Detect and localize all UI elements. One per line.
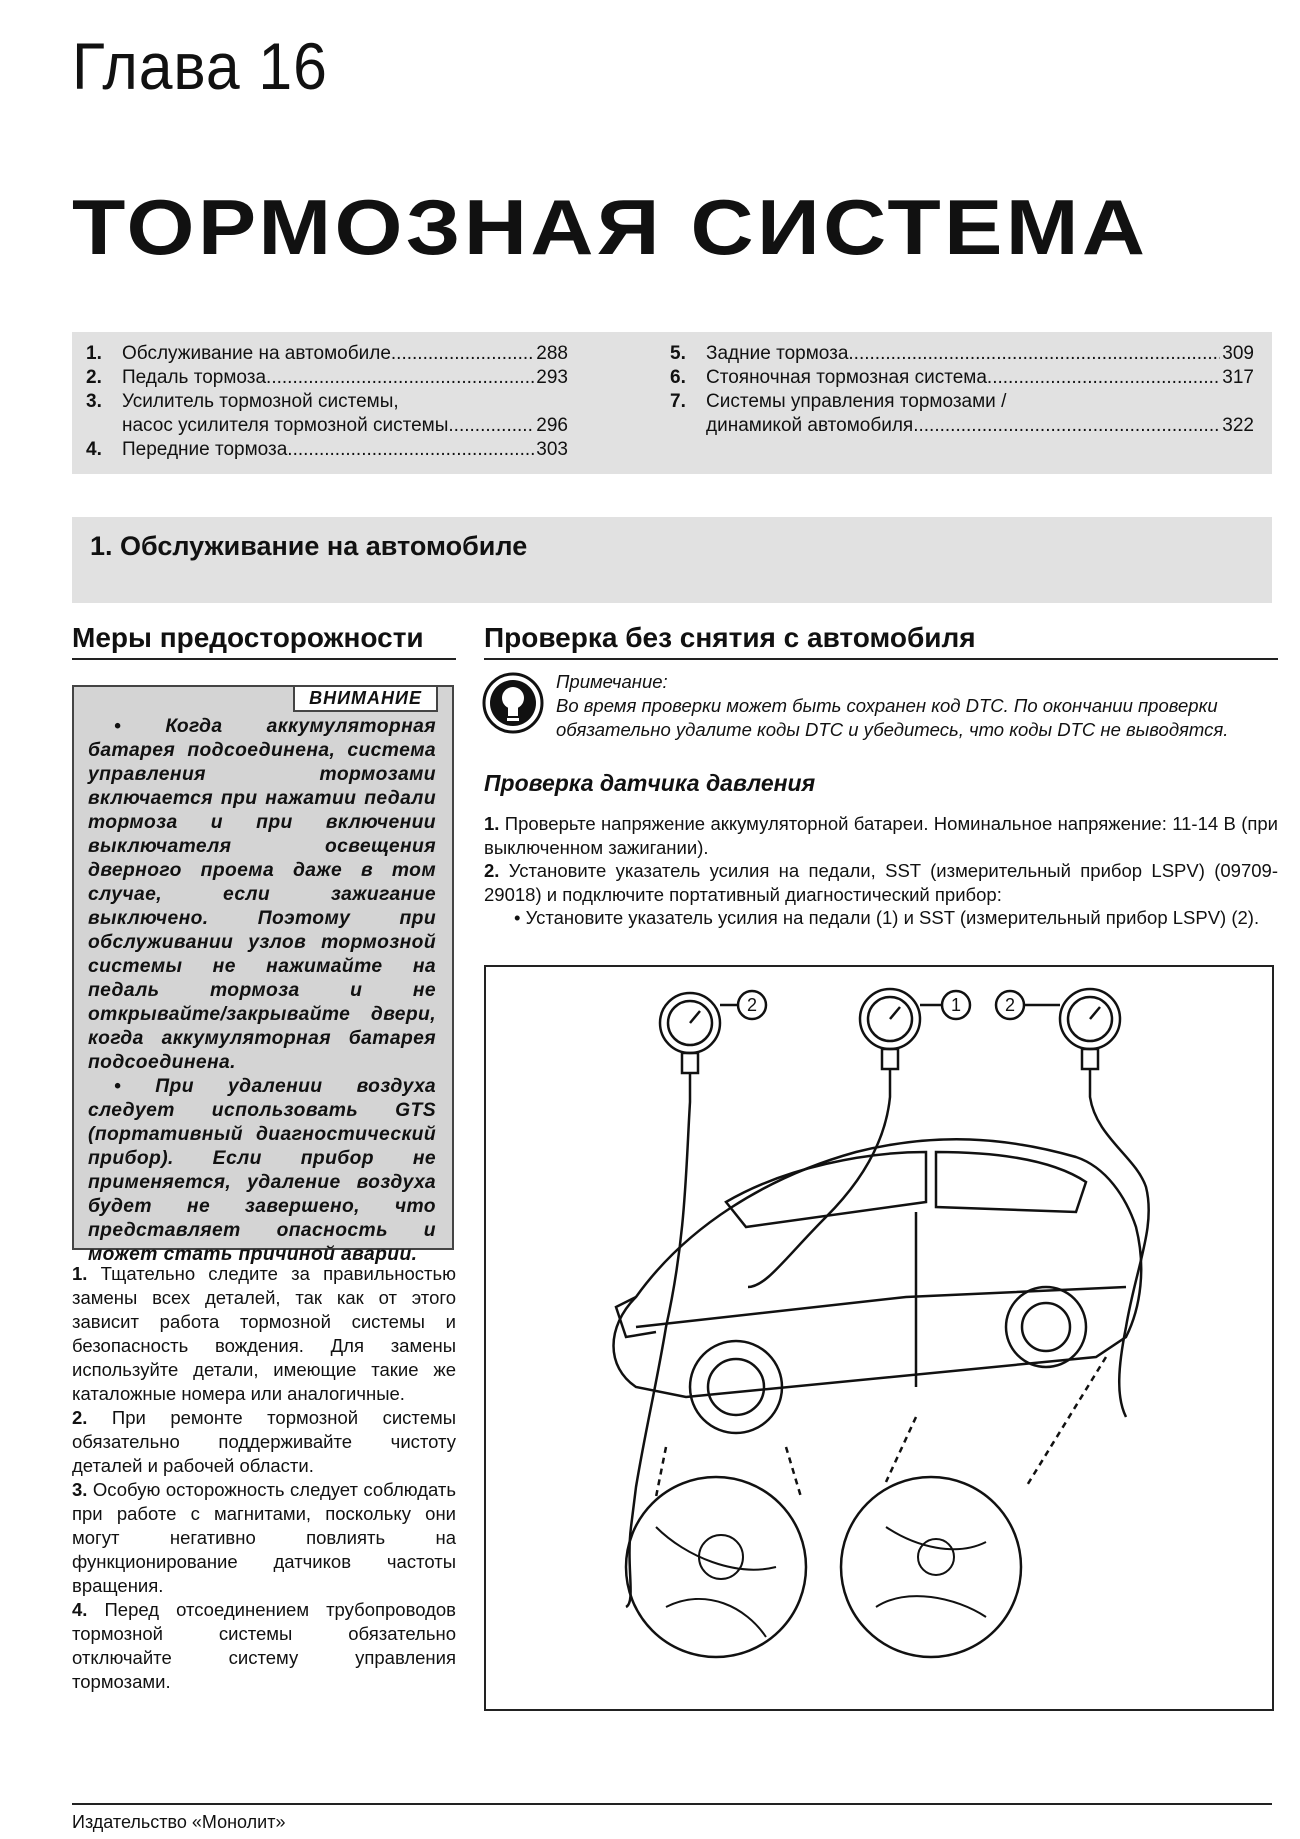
note-bulb-icon <box>482 672 544 734</box>
warning-text <box>88 715 436 1267</box>
warning-box <box>72 685 454 1265</box>
toc-entry-number: 2. <box>86 367 102 388</box>
warning-paragraph: • Когда аккумуляторная батарея подсоединена, система управления тормозами включается при нажатии педали тормоза и при включении выключателя освещения дверного проема даже в том случае, если зажигание выключено. Поэтому при обслуживании узлов тормозной системы не нажимайте на педаль тормоза и не открывайте/закрывайте двери, когда аккумуляторная батарея подсоединена. <box>88 716 436 1073</box>
toc-entry-page: 293 <box>536 367 568 388</box>
toc-entry-page: 322 <box>1222 415 1254 436</box>
toc-entry-page: 317 <box>1222 367 1254 388</box>
subheading: Проверка датчика давления <box>484 770 816 796</box>
toc-entry-label: Задние тормоза <box>706 343 849 364</box>
left-heading: Меры предосторожности <box>72 622 456 660</box>
toc-column-left <box>86 342 568 462</box>
figure-label: 1 <box>950 995 962 1015</box>
toc-entry-number: 4. <box>86 439 102 460</box>
note-block <box>556 670 1278 742</box>
toc-entry-number: 6. <box>670 367 686 388</box>
precautions-list <box>72 1262 456 1694</box>
toc-entry-label: Передние тормоза <box>122 439 288 460</box>
warning-paragraph: • При удалении воздуха следует использовать GTS (портативный диагностический прибор). Если прибор не применяется, удаление воздуха будет не завершено, что представляет опасность и может стать причиной аварии. <box>88 1076 436 1265</box>
note-line: обязательно удалите коды DTC и убедитесь, что коды DTC не выводятся. <box>556 719 1229 740</box>
toc-entry <box>86 390 568 414</box>
toc-entry-label: Стояночная тормозная система <box>706 367 987 388</box>
section-header <box>72 517 1272 603</box>
toc-entry-label: динамикой автомобиля <box>706 415 914 436</box>
toc-entry-page: 288 <box>536 343 568 364</box>
table-of-contents <box>72 332 1272 474</box>
car-illustration <box>486 967 1274 1711</box>
note-line: Во время проверки может быть сохранен код DTC. По окончании проверки <box>556 695 1218 716</box>
figure-label: 2 <box>1004 995 1016 1015</box>
chapter-label: Глава 16 <box>72 29 328 103</box>
toc-entry-label: Педаль тормоза <box>122 367 267 388</box>
toc-entry-number <box>670 414 706 438</box>
step-2: 2. Установите указатель усилия на педали, SST (измерительный прибор LSPV) (09709-29018) и подключите портативный диагностический прибор: <box>484 860 1278 905</box>
toc-entry-number: 5. <box>670 343 686 364</box>
toc-entry-page: 309 <box>1222 343 1254 364</box>
toc-entry <box>86 342 568 366</box>
footer-publisher: Издательство «Монолит» <box>72 1812 286 1832</box>
toc-entry <box>670 390 1254 414</box>
toc-entry-page: 296 <box>536 415 568 436</box>
toc-entry-label: Системы управления тормозами / <box>706 391 1007 412</box>
step-1: 1. Проверьте напряжение аккумуляторной батареи. Номинальное напряжение: 11-14 В (при выключенном зажигании). <box>484 813 1279 858</box>
toc-entry-page: 303 <box>536 439 568 460</box>
toc-entry-label: Усилитель тормозной системы, <box>122 391 399 412</box>
toc-entry-number: 3. <box>86 391 102 412</box>
figure-label: 2 <box>746 995 758 1015</box>
footer-divider <box>72 1803 1272 1805</box>
step-bullet: • Установите указатель усилия на педали (1) и SST (измерительный прибор LSPV) (2). <box>514 907 1260 928</box>
page-title: ТОРМОЗНАЯ СИСТЕМА <box>72 183 1149 271</box>
toc-entry <box>86 366 568 390</box>
toc-entry-number: 1. <box>86 343 102 364</box>
right-heading: Проверка без снятия с автомобиля <box>484 622 1278 660</box>
toc-column-right <box>670 342 1254 438</box>
list-item: 4. Перед отсоединением трубопроводов тормозной системы обязательно отключайте систему управления тормозами. <box>72 1599 456 1692</box>
toc-entry <box>86 438 568 462</box>
toc-entry <box>670 366 1254 390</box>
list-item: 1. Тщательно следите за правильностью замены всех деталей, так как от этого зависит работа тормозной системы и безопасность вождения. Для замены используйте детали, имеющие такие же каталожные номера или аналогичные. <box>72 1263 457 1404</box>
toc-entry <box>86 414 568 438</box>
section-title: 1. Обслуживание на автомобиле <box>90 531 528 561</box>
toc-entry-label: Обслуживание на автомобиле <box>122 343 391 364</box>
toc-entry-number: 7. <box>670 391 686 412</box>
figure-pressure-gauges <box>484 965 1274 1711</box>
note-label: Примечание: <box>556 671 668 692</box>
list-item: 3. Особую осторожность следует соблюдать при работе с магнитами, поскольку они могут негативно повлиять на функционирование датчиков частоты вращения. <box>72 1479 456 1596</box>
toc-entry <box>670 342 1254 366</box>
list-item: 2. При ремонте тормозной системы обязательно поддерживайте чистоту деталей и рабочей области. <box>72 1407 456 1476</box>
toc-entry <box>670 414 1254 438</box>
toc-entry-label: насос усилителя тормозной системы <box>122 415 449 436</box>
warning-tag: ВНИМАНИЕ <box>293 687 438 712</box>
steps <box>484 812 1278 930</box>
toc-entry-number <box>86 414 122 438</box>
